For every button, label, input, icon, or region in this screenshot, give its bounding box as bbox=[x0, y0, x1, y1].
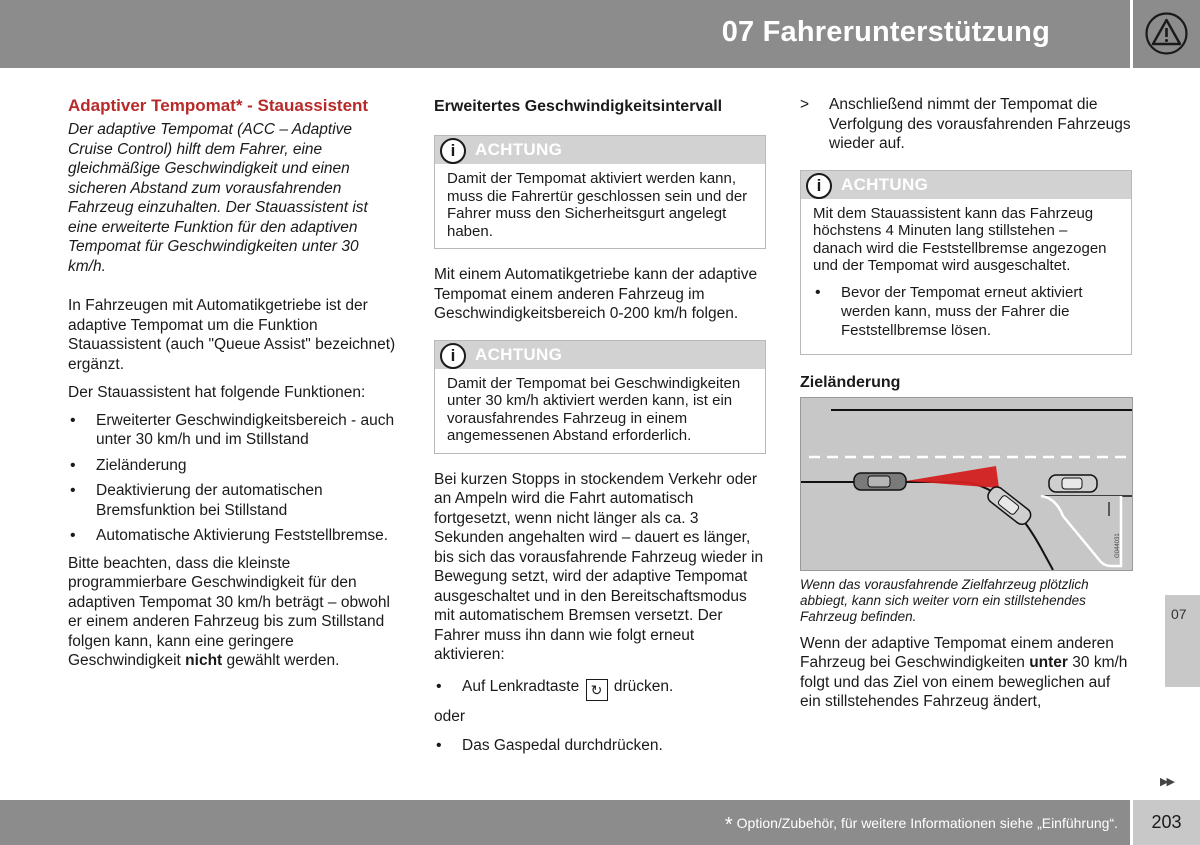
figure-caption: Wenn das vorausfahrende Zielfahrzeug plötzlich abbiegt, kann sich weiter vorn ein stillstehendes Fahrzeug befinden. bbox=[800, 576, 1089, 624]
list-item: • Erweiterter Geschwindigkeitsbereich - auch unter 30 km/h und im Stillstand bbox=[68, 411, 398, 450]
page-number: 203 bbox=[1151, 812, 1182, 832]
warning-box bbox=[434, 340, 766, 454]
arrow-marker: > bbox=[800, 96, 810, 113]
paragraph: Der Stauassistent hat folgende Funktionen: bbox=[68, 384, 366, 401]
text: 30 km/h folgt und das Ziel von einem beweglichen auf ein stillstehendes Fahrzeug ändert, bbox=[800, 654, 1128, 710]
page-number-box bbox=[1133, 800, 1200, 845]
section-heading-interval: Erweitertes Geschwindigkeitsintervall bbox=[434, 98, 723, 115]
column-2 bbox=[434, 95, 766, 764]
warning-box bbox=[800, 170, 1132, 355]
warning-text: Mit dem Stauassistent kann das Fahrzeug höchstens 4 Minuten lang stillstehen – danach wird die Feststellbremse angezogen und der Tempomat wird ausgeschaltet. bbox=[813, 204, 1107, 274]
warning-label: ACHTUNG bbox=[841, 174, 929, 194]
column-1 bbox=[68, 95, 398, 680]
list-item: • Deaktivierung der automatischen Bremsfunktion bei Stillstand bbox=[68, 481, 398, 520]
text: Bitte beachten, dass die kleinste programmierbare Geschwindigkeit für den adaptiven Tempomat 30 km/h beträgt – obwohl er einem anderen Fahrzeug bis zum Stillstand folgen kann, kann eine geringere Geschwindigkeit bbox=[68, 554, 390, 669]
paragraph: In Fahrzeugen mit Automatikgetriebe ist der adaptive Tempomat um die Funktion Stauassistent (auch "Queue Assist" bezeichnet) ergänzt. bbox=[68, 297, 396, 373]
footnote bbox=[725, 814, 1118, 837]
action-list bbox=[434, 736, 766, 756]
feature-list bbox=[68, 411, 398, 546]
continue-arrows-icon: ▶▶ bbox=[1160, 776, 1173, 788]
warning-triangle-icon bbox=[1145, 12, 1188, 55]
road-illustration bbox=[801, 398, 1132, 570]
chapter-header bbox=[0, 0, 1130, 68]
warning-label: ACHTUNG bbox=[475, 344, 563, 364]
action-list bbox=[434, 677, 766, 701]
section-heading-acc: Adaptiver Tempomat* - Stauassistent bbox=[68, 96, 369, 115]
host-car-icon bbox=[854, 473, 906, 490]
intro-paragraph: Der adaptive Tempomat (ACC – Adaptive Cruise Control) hilft dem Fahrer, eine gleichmäßige Geschwindigkeit und einen sicheren Abstand zum vorausfahrenden Fahrzeug einzuhalten. Der Stauassistent ist eine erweiterte Funktion für den adaptiven Tempomat für Geschwindigkeiten unter 30 km/h. bbox=[68, 121, 368, 275]
paragraph bbox=[68, 554, 398, 671]
column-3 bbox=[800, 95, 1132, 721]
diagram-code: G044031 bbox=[1115, 532, 1121, 558]
list-item: • Automatische Aktivierung Feststellbremse. bbox=[68, 526, 398, 546]
bold-text: nicht bbox=[185, 652, 223, 669]
footnote-text: Option/Zubehör, für weitere Informationen siehe „Einführung“. bbox=[736, 815, 1118, 831]
oder-text: oder bbox=[434, 707, 466, 725]
chapter-side-tab bbox=[1165, 595, 1200, 687]
page-footer bbox=[0, 800, 1130, 845]
text: drücken. bbox=[613, 677, 674, 695]
text: gewählt werden. bbox=[226, 652, 340, 669]
text: Auf Lenkradtaste bbox=[462, 677, 580, 695]
warning-header bbox=[435, 341, 765, 369]
info-icon: i bbox=[440, 138, 466, 164]
resume-button-icon: ↻ bbox=[586, 679, 608, 701]
list-item: • Das Gaspedal durchdrücken. bbox=[434, 736, 766, 756]
info-icon: i bbox=[440, 343, 466, 369]
text: Anschließend nimmt der Tempomat die Verfolgung des vorausfahrenden Fahrzeugs wieder auf. bbox=[829, 96, 1131, 152]
text: Wenn der adaptive Tempomat einem anderen Fahrzeug bei Geschwindigkeiten bbox=[800, 634, 1114, 671]
warning-box bbox=[434, 135, 766, 249]
paragraph bbox=[800, 634, 1132, 712]
warning-text: Damit der Tempomat aktiviert werden kann, muss die Fahrertür geschlossen sein und der Fahrer muss den Sicherheitsgurt angelegt haben. bbox=[447, 170, 748, 240]
chapter-title: 07 Fahrerunterstützung bbox=[721, 16, 1050, 48]
list-item bbox=[434, 677, 766, 701]
bold-text: unter bbox=[1029, 654, 1068, 671]
target-change-diagram bbox=[800, 397, 1133, 571]
arrow-paragraph bbox=[800, 95, 1132, 154]
paragraph: Mit einem Automatikgetriebe kann der adaptive Tempomat einem anderen Fahrzeug im Geschwindigkeitsbereich 0-200 km/h folgen. bbox=[434, 266, 758, 322]
warning-text: Damit der Tempomat bei Geschwindigkeiten unter 30 km/h aktiviert werden kann, ist ein vorausfahrendes Fahrzeug in einem angemessenen Abstand erforderlich. bbox=[447, 374, 741, 444]
header-icon-box bbox=[1133, 0, 1200, 68]
warning-header bbox=[801, 171, 1131, 199]
warning-label: ACHTUNG bbox=[475, 140, 563, 159]
info-icon: i bbox=[806, 173, 832, 199]
section-heading-target-change: Zieländerung bbox=[800, 373, 901, 391]
list-item: • Zieländerung bbox=[68, 456, 398, 476]
footnote-star: * bbox=[724, 814, 733, 836]
list-item: • Bevor der Tempomat erneut aktiviert werden kann, muss der Fahrer die Feststellbremse lösen. bbox=[813, 283, 1119, 340]
stationary-car-icon bbox=[1049, 475, 1097, 492]
warning-header bbox=[435, 136, 765, 164]
paragraph: Bei kurzen Stopps in stockendem Verkehr oder an Ampeln wird die Fahrt automatisch fortgesetzt, wenn nicht länger als ca. 3 Sekunden angehalten wird – dauert es länger, bis sich das vorausfahrende Fahrzeug wieder in Bewegung setzt, wird der adaptive Tempomat ausgeschaltet und in den Bereitschaftsmodus mit automatischem Bremsen versetzt. Der Fahrer muss ihn dann wie folgt erneut aktivieren: bbox=[434, 470, 764, 663]
warning-body bbox=[801, 199, 1131, 354]
warning-list bbox=[813, 283, 1119, 340]
chapter-tab-label: 07 bbox=[1171, 606, 1187, 622]
